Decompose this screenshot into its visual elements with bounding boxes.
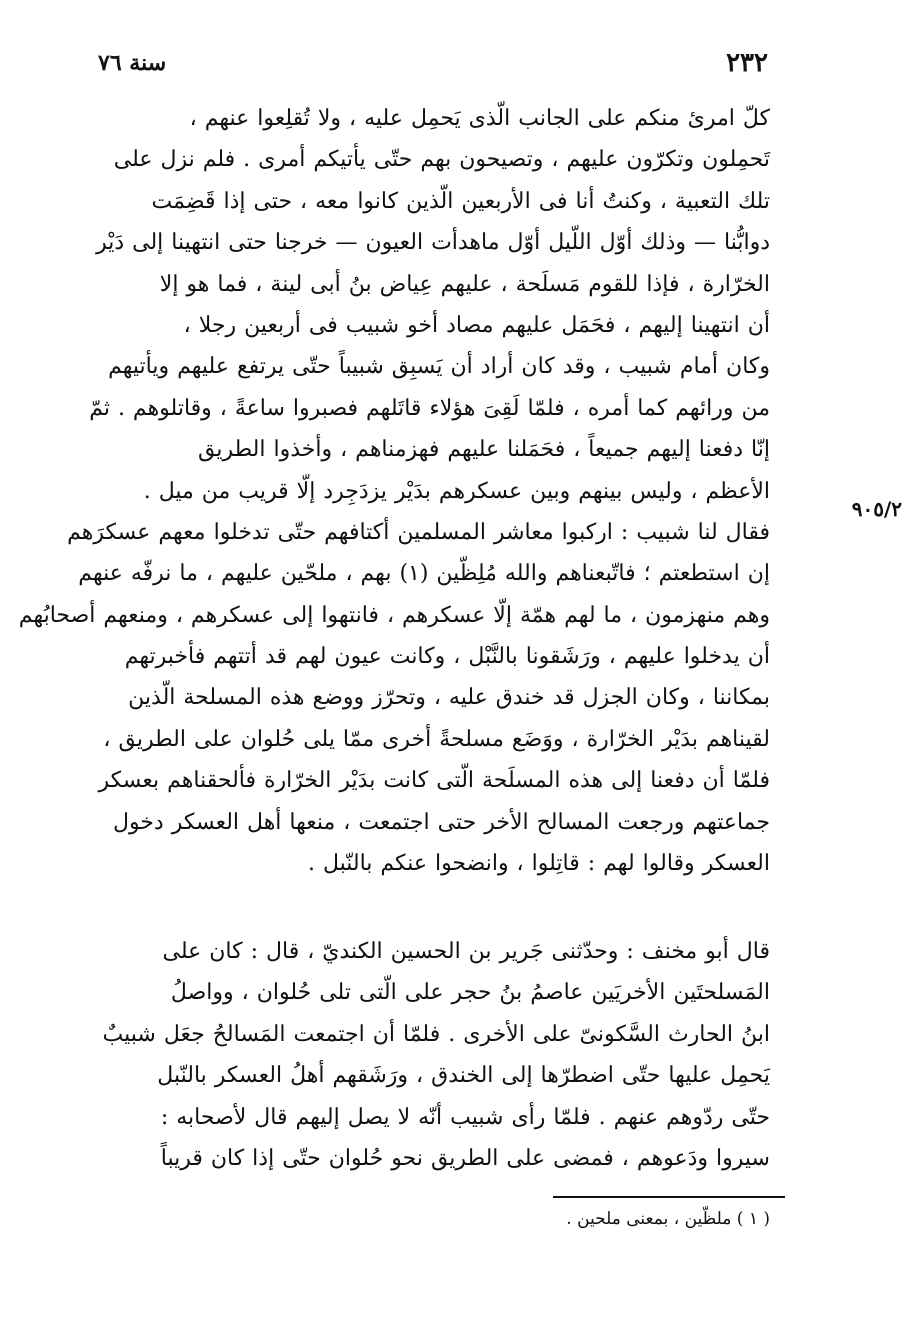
text-line: وهم منهزمون ، ما لهم همّة إلّا عسكرهم ، فانتهوا إلى عسكرهم ، ومنعهم أصحابُهم — [18, 602, 770, 628]
text-line: وكان أمام شبيب ، وقد كان أراد أن يَسبِق شبيباً حتّى يرتفع عليهم ويأتيهم — [108, 354, 770, 380]
text-line: إنّا دفعنا إليهم جميعاً ، فحَمَلنا عليهم فهزمناهم ، وأخذوا الطريق — [198, 437, 770, 463]
text-line: قال أبو مخنف : وحدّثنى جَرير بن الحسين الكنديّ ، قال : كان على — [162, 939, 770, 964]
paragraph-2 — [98, 931, 770, 1179]
page-header — [98, 48, 768, 88]
text-line: الخرّارة ، فإذا للقوم مَسلَحة ، عليهم عِياض بنُ أبى لينة ، فما هو إلا — [159, 271, 770, 297]
text-line: سيروا ودَعوهم ، فمضى على الطريق نحو حُلوان حتّى إذا كان قريباً — [160, 1145, 770, 1171]
text-line: أن يدخلوا عليهم ، ورَشَقونا بالنَّبْل ، وكانت عيون لهم قد أتتهم فأخبرتهم — [124, 644, 770, 670]
text-line: إن استطعتم ؛ فاتّبعناهم والله مُلِظّين (١) بهم ، ملحّين عليهم ، ما نرفّه عنهم — [78, 561, 770, 587]
text-line: دوابُّنا — وذلك أوّل اللّيل أوّل ماهدأت العيون — خرجنا حتى انتهينا إلى دَيْر — [96, 230, 770, 256]
text-line: تَحمِلون وتكرّون عليهم ، وتصيحون بهم حتّى يأتيكم أمرى . فلم نزل على — [113, 147, 770, 173]
footnote: ( ١ ) ملظّين ، بمعنى ملحين . — [566, 1209, 770, 1229]
text-line: كلّ امرئ منكم على الجانب الّذى يَحمِل عليه ، ولا تُقلِعوا عنهم ، — [189, 106, 770, 131]
text-line: يَحمِل عليها حتّى اضطرّها إلى الخندق ، ورَشَقهم أهلُ العسكر بالنّبل — [157, 1063, 770, 1089]
text-line: المَسلحتَين الأخريَين عاصمُ بنُ حجر على الّتى تلى حُلوان ، وواصلُ — [170, 980, 770, 1006]
text-line: تلك التعبية ، وكنتُ أنا فى الأربعين الّذين كانوا معه ، حتى إذا قَضِمَت — [151, 188, 770, 214]
text-line: الأعظم ، وليس بينهم وبين عسكرهم بدَيْر يزدَجِرد إلّا قريب من ميل . — [143, 478, 770, 504]
text-line: أن انتهينا إليهم ، فحَمَل عليهم مصاد أخو شبيب فى أربعين رجلا ، — [183, 312, 770, 338]
text-line: فقال لنا شبيب : اركبوا معاشر المسلمين أكتافهم حتّى تدخلوا معهم عسكرَهم — [67, 519, 770, 545]
text-line: لقيناهم بدَيْر الخرّارة ، ووَضَع مسلحةً أخرى ممّا يلى حُلوان على الطريق ، — [103, 726, 770, 752]
text-line: جماعتهم ورجعت المسالح الأخر حتى اجتمعت ، منعها أهل العسكر دخول — [112, 809, 770, 835]
footnote-divider — [553, 1196, 785, 1198]
text-line: من ورائهم كما أمره ، فلمّا لَقِىَ هؤلاء قاتَلهم فصبروا ساعةً ، وقاتلوهم . ثمّ — [89, 395, 770, 421]
paragraph-1 — [18, 98, 770, 884]
page-number: ٢٣٢ — [726, 48, 768, 78]
margin-reference: ٩٠٥/٢ — [851, 497, 902, 521]
running-title: سنة ٧٦ — [98, 50, 167, 76]
text-line: ابنُ الحارث السَّكونىّ على الأخرى . فلمّا أن اجتمعت المَسالحُ جعَل شبيبٌ — [102, 1021, 770, 1047]
text-line: العسكر وقالوا لهم : قاتِلوا ، وانضحوا عنكم بالنّبل . — [307, 851, 770, 877]
text-line: فلمّا أن دفعنا إلى هذه المسلَحة الّتى كانت بدَيْر الخرّارة فألحقناهم بعسكر — [98, 768, 770, 794]
text-line: بمكاننا ، وكان الجزل قد خندق عليه ، وتحرّز ووضع هذه المسلحة الّذين — [128, 685, 770, 711]
text-line: حتّى ردّوهم عنهم . فلمّا رأى شبيب أنّه لا يصل إليهم قال لأصحابه : — [160, 1104, 770, 1130]
